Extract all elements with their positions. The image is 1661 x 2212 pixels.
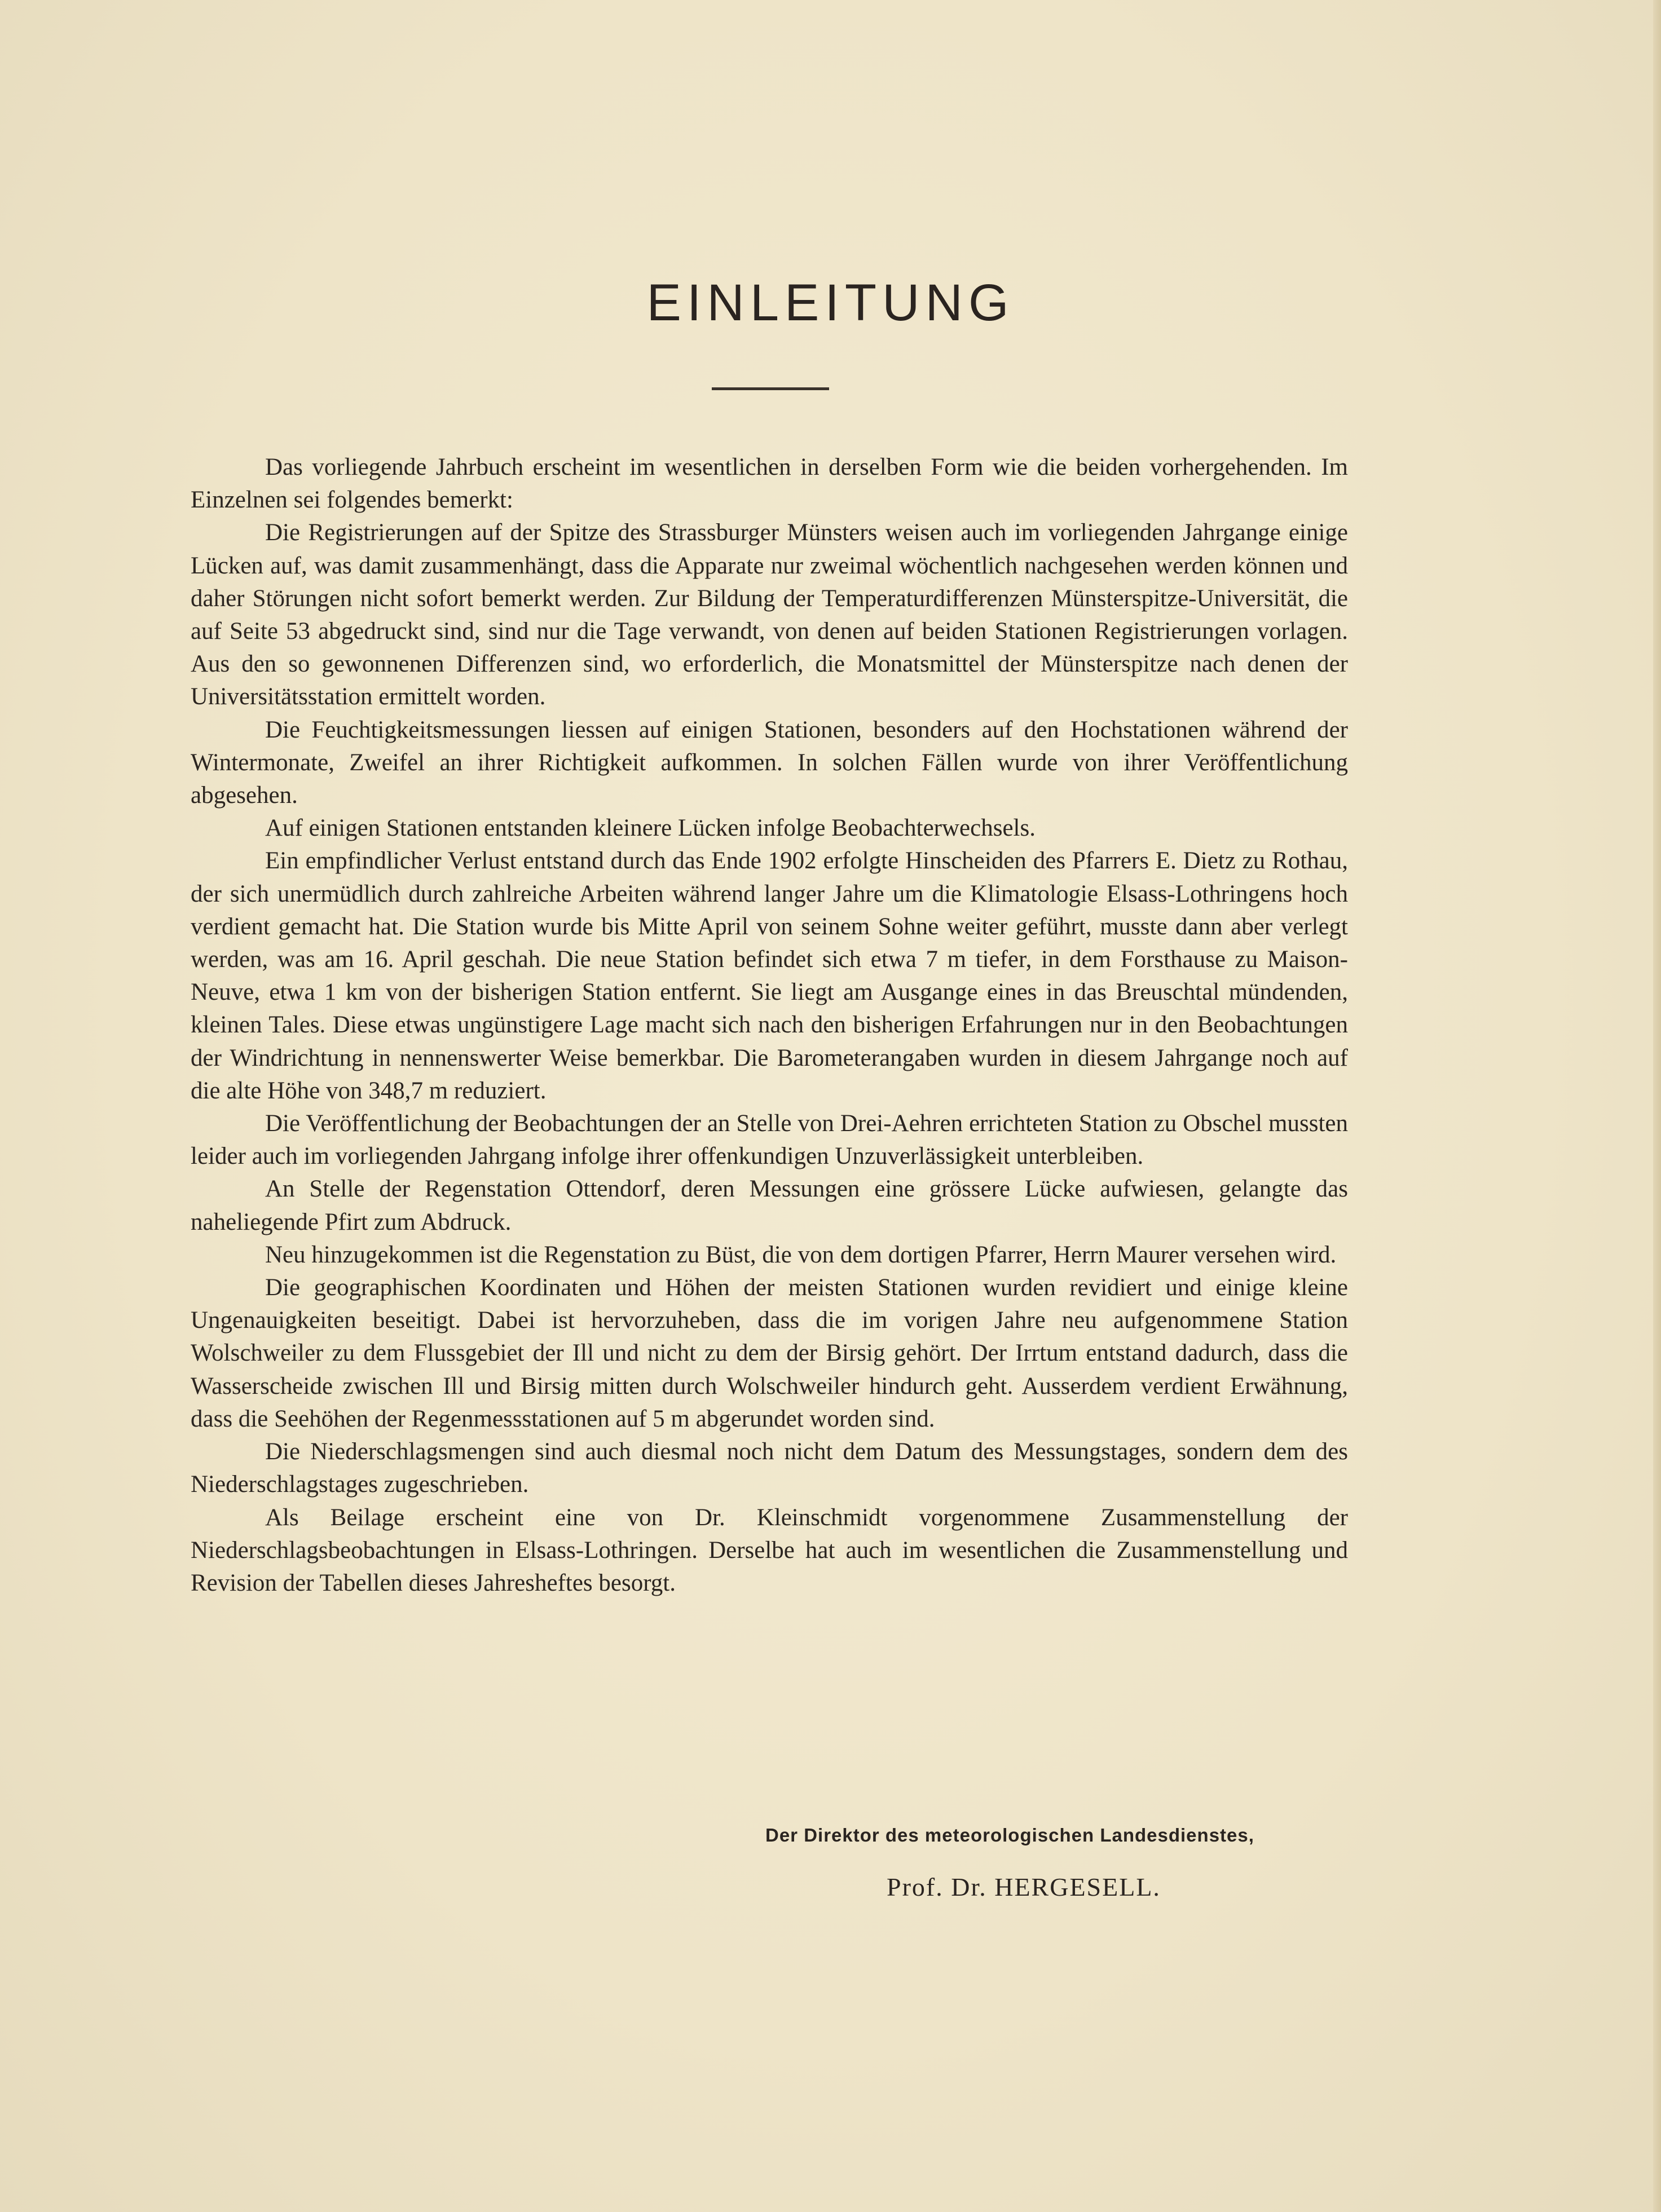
paragraph: Ein empfindlicher Verlust entstand durch das Ende 1902 erfolgte Hinscheiden des Pfarrers E. Dietz zu Rothau, der sich unermüdlich durch zahlreiche Arbeiten während langer Jahre um die Klimatologie Elsass-Lothringens hoch verdient gemacht hat. Die Station wurde bis Mitte April von seinem Sohne weiter geführt, musste dann aber verlegt werden, was am 16. April geschah. Die neue Station befindet sich etwa 7 m tiefer, in dem Forsthause zu Maison-Neuve, etwa 1 km von der bisherigen Station entfernt. Sie liegt am Ausgange eines in das Breuschtal mündenden, kleinen Tales. Diese etwas ungünstigere Lage macht sich nach den bisherigen Erfahrungen nur in den Beobachtungen der Windrichtung in nennenswerter Weise bemerkbar. Die Barometerangaben wurden in diesem Jahrgange noch auf die alte Höhe von 348,7 m reduziert. (191, 847, 1348, 1104)
paragraph: Das vorliegende Jahrbuch erscheint im wesentlichen in derselben Form wie die beiden vorhergehenden. Im Einzelnen sei folgendes bemerkt: (191, 454, 1348, 514)
paragraph: Neu hinzugekommen ist die Regenstation zu Büst, die von dem dortigen Pfarrer, Herrn Maurer versehen wird. (265, 1241, 1337, 1268)
paragraph: Die Niederschlagsmengen sind auch diesmal noch nicht dem Datum des Messungstages, sondern dem des Niederschlagstages zugeschrieben. (191, 1438, 1348, 1498)
body-text (191, 451, 1348, 1600)
page-title: EINLEITUNG (646, 274, 1015, 332)
title-divider (712, 387, 829, 390)
signature-title: Der Direktor des meteorologischen Landesdienstes, (765, 1825, 1254, 1845)
paragraph: Die Feuchtigkeitsmessungen liessen auf einigen Stationen, besonders auf den Hochstationen während der Wintermonate, Zweifel an ihrer Richtigkeit aufkommen. In solchen Fällen wurde von ihrer Veröffentlichung abgesehen. (191, 716, 1348, 809)
paragraph: An Stelle der Regenstation Ottendorf, deren Messungen eine grössere Lücke aufwiesen, gelangte das naheliegende Pfirt zum Abdruck. (191, 1176, 1348, 1235)
paragraph: Die Veröffentlichung der Beobachtungen der an Stelle von Drei-Aehren errichteten Station zu Obschel mussten leider auch im vorliegenden Jahrgang infolge ihrer offenkundigen Unzuverlässigkeit unterbleiben. (191, 1110, 1348, 1170)
paragraph: Die geographischen Koordinaten und Höhen der meisten Stationen wurden revidiert und einige kleine Ungenauigkeiten beseitigt. Dabei ist hervorzuheben, dass die im vorigen Jahre neu aufgenommene Station Wolschweiler zu dem Flussgebiet der Ill und nicht zu dem der Birsig gehört. Der Irrtum entstand dadurch, dass die Wasserscheide zwischen Ill und Birsig mitten durch Wolschweiler hindurch geht. Ausserdem verdient Erwähnung, dass die Seehöhen der Regenmessstationen auf 5 m abgerundet worden sind. (191, 1274, 1348, 1432)
paragraph: Auf einigen Stationen entstanden kleinere Lücken infolge Beobachterwechsels. (265, 815, 1036, 842)
paragraph: Die Registrierungen auf der Spitze des Strassburger Münsters weisen auch im vorliegenden Jahrgange einige Lücken auf, was damit zusammenhängt, dass die Apparate nur zweimal wöchentlich nachgesehen werden können und daher Störungen nicht sofort bemerkt werden. Zur Bildung der Temperaturdifferenzen Münsterspitze-Universität, die auf Seite 53 abgedruckt sind, sind nur die Tage verwandt, von denen auf beiden Stationen Registrierungen vorlagen. Aus den so gewonnenen Differenzen sind, wo erforderlich, die Monatsmittel der Münsterspitze nach denen der Universitätsstation ermittelt worden. (191, 519, 1348, 710)
signature-name: Prof. Dr. HERGESELL. (887, 1873, 1161, 1901)
paragraph: Als Beilage erscheint eine von Dr. Kleinschmidt vorgenommene Zusammenstellung der Niederschlagsbeobachtungen in Elsass-Lothringen. Derselbe hat auch im wesentlichen die Zusammenstellung und Revision der Tabellen dieses Jahresheftes besorgt. (191, 1504, 1348, 1596)
